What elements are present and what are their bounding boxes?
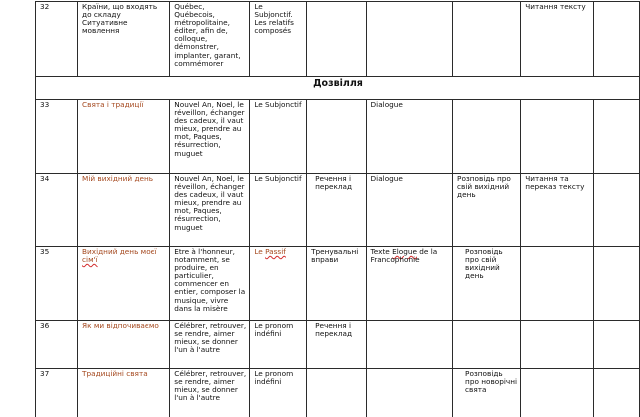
- grammar-cell: [250, 247, 307, 321]
- theme-cell: Мій вихідний день: [78, 174, 170, 247]
- exercise-cell: [307, 2, 366, 77]
- dialogue-cell: [366, 369, 453, 417]
- empty-cell: [593, 2, 639, 77]
- grammar-cell: Le Subjonctif. Les relatifs composés: [250, 2, 307, 77]
- speaking-cell: [453, 2, 521, 77]
- table-row: [36, 100, 640, 174]
- vocabulary-cell: Célébrer, retrouver, se rendre, aimer mieux, se donner l'un à l'autre: [170, 321, 250, 369]
- section-row: [36, 77, 640, 100]
- misspelled-word: сім'ї: [82, 255, 98, 265]
- reading-cell: Читання тексту: [521, 2, 593, 77]
- exercise-cell: Тренувальні вправи: [307, 247, 366, 321]
- reading-cell: Читання та переказ тексту: [521, 174, 593, 247]
- table-row: [36, 369, 640, 417]
- vocabulary-cell: Nouvel An, Noel, le réveillon, échanger des cadeux, il vaut mieux, prendre au mot, Paques, résurrection, muguet: [170, 100, 250, 174]
- vocabulary-cell: Célébrer, retrouver, se rendre, aimer mieux, se donner l'un à l'autre: [170, 369, 250, 417]
- dialogue-text: Texte: [370, 247, 393, 256]
- grammar-cell: Le Subjonctif: [250, 174, 307, 247]
- reading-cell: [521, 100, 593, 174]
- dialogue-cell: Dialogue: [366, 100, 453, 174]
- theme-cell: Свята і традиції: [78, 100, 170, 174]
- grammar-text: Le: [254, 247, 266, 256]
- row-number: 32: [36, 2, 78, 77]
- speaking-cell: Розповідь про свій вихідний день: [453, 174, 521, 247]
- theme-cell: [78, 247, 170, 321]
- curriculum-table: [35, 1, 640, 417]
- section-title: Дозвілля: [36, 77, 640, 100]
- theme-text: Вихідний день моєї: [82, 247, 157, 256]
- row-number: 33: [36, 100, 78, 174]
- theme-cell: Країни, що входять до складу Ситуативне мовлення: [78, 2, 170, 77]
- speaking-cell: Розповідь про новорічні свята: [453, 369, 521, 417]
- table-row: [36, 321, 640, 369]
- row-number: 37: [36, 369, 78, 417]
- empty-cell: [593, 174, 639, 247]
- table-row: [36, 174, 640, 247]
- vocabulary-cell: Etre à l'honneur, notamment, se produire, en particulier, commencer en entier, composer la musique, vivre dans la misère: [170, 247, 250, 321]
- dialogue-text-end: de la Francophonie: [370, 247, 438, 265]
- vocabulary-cell: Nouvel An, Noel, le réveillon, échanger des cadeux, il vaut mieux, prendre au mot, Paques, résurrection, muguet: [170, 174, 250, 247]
- empty-cell: [593, 247, 639, 321]
- misspelled-word: Elogue: [392, 247, 417, 256]
- exercise-cell: [307, 100, 366, 174]
- grammar-cell: Le pronom indéfini: [250, 369, 307, 417]
- reading-cell: [521, 369, 593, 417]
- dialogue-cell: [366, 247, 453, 321]
- grammar-cell: Le pronom indéfini: [250, 321, 307, 369]
- dialogue-cell: Dialogue: [366, 174, 453, 247]
- row-number: 36: [36, 321, 78, 369]
- empty-cell: [593, 321, 639, 369]
- speaking-cell: [453, 321, 521, 369]
- theme-cell: Традиційні свята: [78, 369, 170, 417]
- table-row: [36, 247, 640, 321]
- exercise-cell: Речення і переклад: [307, 174, 366, 247]
- empty-cell: [593, 100, 639, 174]
- empty-cell: [593, 369, 639, 417]
- table-row: [36, 2, 640, 77]
- dialogue-cell: [366, 2, 453, 77]
- exercise-cell: Речення і переклад: [307, 321, 366, 369]
- row-number: 34: [36, 174, 78, 247]
- exercise-cell: [307, 369, 366, 417]
- grammar-cell: Le Subjonctif: [250, 100, 307, 174]
- reading-cell: [521, 321, 593, 369]
- misspelled-word: Passif: [265, 247, 286, 256]
- speaking-cell: Розповідь про свій вихідний день: [453, 247, 521, 321]
- vocabulary-cell: Québec, Québecois, métropolitaine, éditer, afin de, colloque, démonstrer, implanter, garant, commémorer: [170, 2, 250, 77]
- dialogue-cell: [366, 321, 453, 369]
- speaking-cell: [453, 100, 521, 174]
- theme-cell: Як ми відпочиваємо: [78, 321, 170, 369]
- reading-cell: [521, 247, 593, 321]
- row-number: 35: [36, 247, 78, 321]
